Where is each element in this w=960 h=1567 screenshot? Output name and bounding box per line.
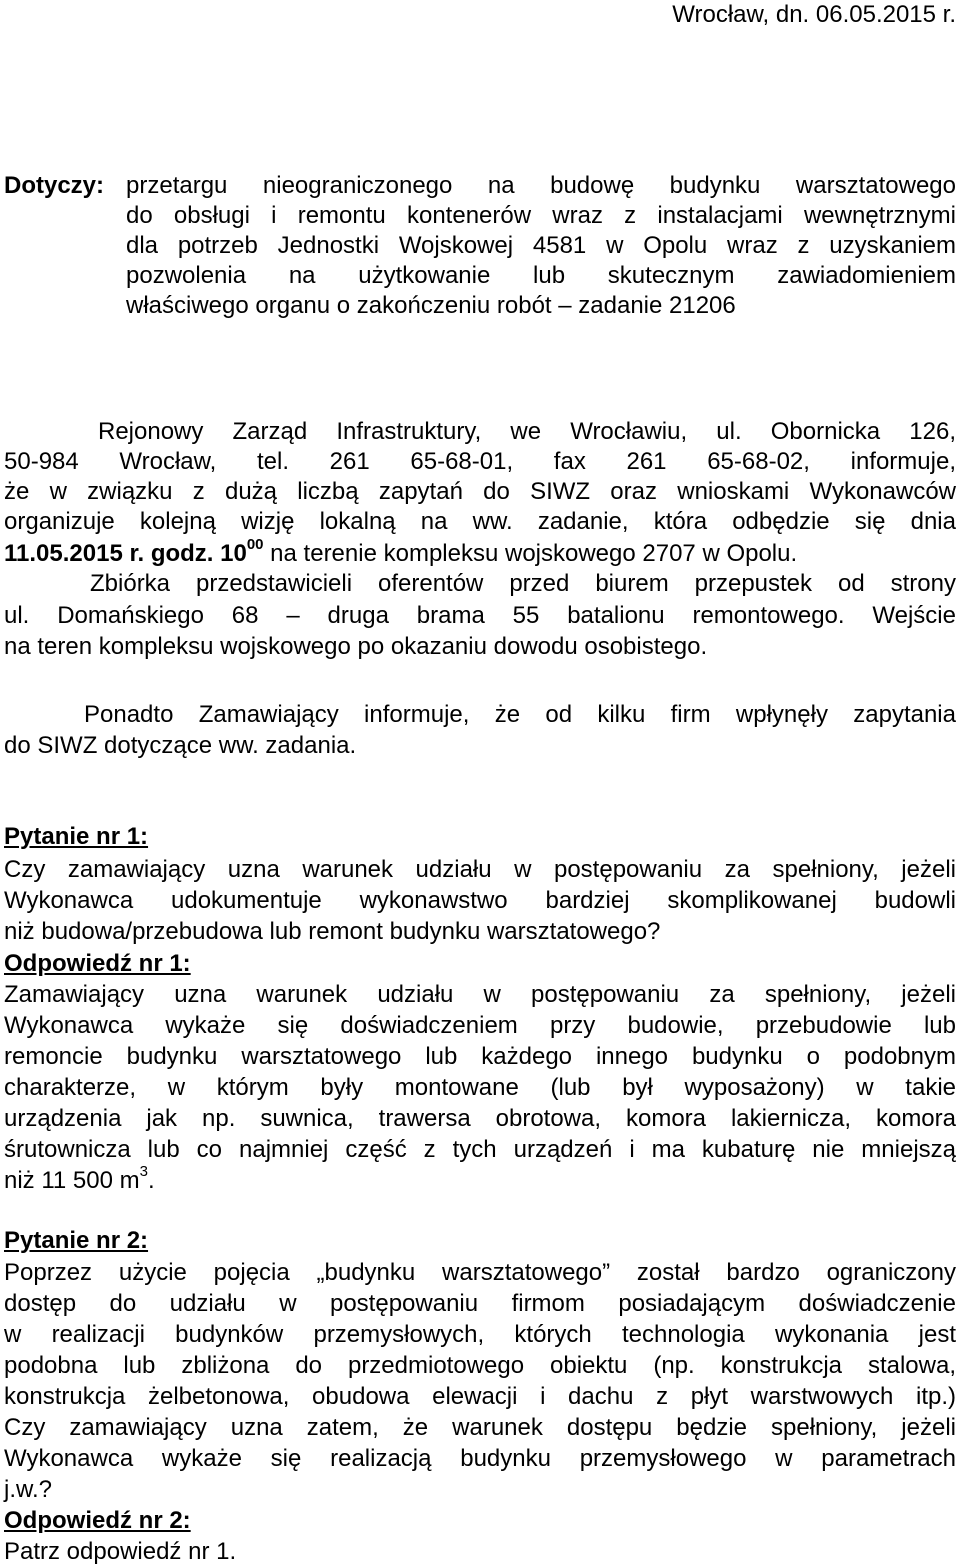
- answer-line: Zamawiający uzna warunek udziału w postępowaniu za spełniony, jeżeli: [4, 981, 956, 1008]
- document-date: Wrocław, dn. 06.05.2015 r.: [672, 1, 956, 28]
- notice-line: do SIWZ dotyczące ww. zadania.: [4, 732, 357, 759]
- answer-label: Odpowiedź nr 2:: [4, 1507, 191, 1534]
- answer-line: urządzenia jak np. suwnica, trawersa obrotowa, komora lakiernicza, komora: [4, 1105, 956, 1132]
- answer-line: remoncie budynku warsztatowego lub każdego innego budynku o podobnym: [4, 1043, 956, 1070]
- cubic-superscript: 3: [139, 1163, 148, 1180]
- intro-line: Rejonowy Zarząd Infrastruktury, we Wrocławiu, ul. Obornicka 126,: [98, 418, 956, 445]
- question-line: j.w.?: [4, 1476, 53, 1503]
- answer-label: Odpowiedź nr 1:: [4, 950, 191, 977]
- question-line: Poprzez użycie pojęcia „budynku warsztatowego” został bardzo ograniczony: [4, 1259, 956, 1286]
- subject-line: przetargu nieograniczonego na budowę budynku warsztatowego: [126, 172, 956, 199]
- question-line: podobna lub zbliżona do przedmiotowego obiektu (np. konstrukcja stalowa,: [4, 1352, 956, 1379]
- question-line: Wykonawca udokumentuje wykonawstwo bardziej skomplikowanej budowli: [4, 887, 956, 914]
- answer-period: .: [147, 1167, 155, 1194]
- intro-line: organizuje kolejną wizję lokalną na ww. zadanie, która odbędzie się dnia: [4, 508, 956, 535]
- subject-line: do obsługi i remontu kontenerów wraz z instalacjami wewnętrznymi: [126, 202, 956, 229]
- answer-last-line: [4, 1163, 956, 1196]
- notice-line: Ponadto Zamawiający informuje, że od kilku firm wpłynęły zapytania: [84, 701, 956, 728]
- answer-line: charakterze, w którym były montowane (lub był wyposażony) w takie: [4, 1074, 956, 1101]
- subject-line: pozwolenia na użytkowanie lub skutecznym zawiadomieniem: [126, 262, 956, 289]
- meeting-time-superscript: 00: [246, 536, 264, 553]
- meeting-location: na terenie kompleksu wojskowego 2707 w Opolu.: [263, 540, 798, 567]
- subject-label: Dotyczy:: [4, 172, 105, 199]
- answer-line: Patrz odpowiedź nr 1.: [4, 1538, 237, 1565]
- question-label: Pytanie nr 1:: [4, 823, 149, 850]
- intro-meeting-date-line: [4, 536, 956, 569]
- answer-line: śrutownicza lub co najmniej część z tych urządzeń i ma kubaturę nie mniejszą: [4, 1136, 956, 1163]
- question-line: konstrukcja żelbetonowa, obudowa elewacji i dachu z płyt warstwowych itp.): [4, 1383, 956, 1410]
- intro-line: 50-984 Wrocław, tel. 261 65-68-01, fax 261 65-68-02, informuje,: [4, 448, 956, 475]
- subject-line: właściwego organu o zakończeniu robót – zadanie 21206: [126, 292, 736, 319]
- meeting-date: 11.05.2015 r. godz. 10: [4, 540, 247, 567]
- answer-line: Wykonawca wykaże się doświadczeniem przy budowie, przebudowie lub: [4, 1012, 956, 1039]
- meeting-line: na teren kompleksu wojskowego po okazaniu dowodu osobistego.: [4, 633, 708, 660]
- answer-volume: niż 11 500 m: [4, 1167, 140, 1194]
- meeting-line: Zbiórka przedstawicieli oferentów przed biurem przepustek od strony: [90, 570, 956, 597]
- question-line: niż budowa/przebudowa lub remont budynku warsztatowego?: [4, 918, 661, 945]
- question-line: Czy zamawiający uzna warunek udziału w postępowaniu za spełniony, jeżeli: [4, 856, 956, 883]
- subject-line: dla potrzeb Jednostki Wojskowej 4581 w Opolu wraz z uzyskaniem: [126, 232, 956, 259]
- intro-line: że w związku z dużą liczbą zapytań do SIWZ oraz wnioskami Wykonawców: [4, 478, 956, 505]
- question-label: Pytanie nr 2:: [4, 1227, 149, 1254]
- meeting-line: ul. Domańskiego 68 – druga brama 55 batalionu remontowego. Wejście: [4, 602, 956, 629]
- question-line: w realizacji budynków przemysłowych, których technologia wykonania jest: [4, 1321, 956, 1348]
- question-line: dostęp do udziału w postępowaniu firmom posiadającym doświadczenie: [4, 1290, 956, 1317]
- question-line: Czy zamawiający uzna zatem, że warunek dostępu będzie spełniony, jeżeli: [4, 1414, 956, 1441]
- question-line: Wykonawca wykaże się realizacją budynku przemysłowego w parametrach: [4, 1445, 956, 1472]
